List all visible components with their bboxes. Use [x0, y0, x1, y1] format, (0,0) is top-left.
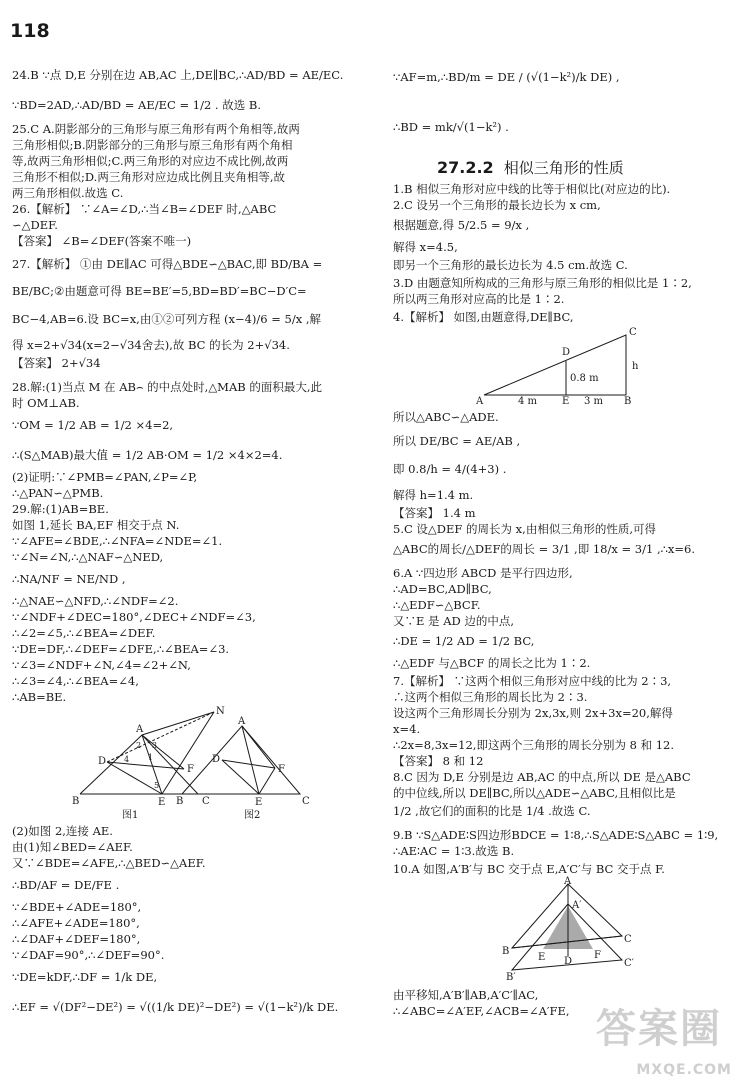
point-label: D	[212, 754, 221, 765]
text-line: 等,故两三角形相似;C.两三角形的对应边不成比例,故两	[12, 154, 289, 168]
point-label: A	[136, 724, 144, 735]
section-heading: 相似三角形的性质	[503, 159, 624, 177]
text-line: ∵DE=DF,∴∠DEF=∠DFE,∴∠BEA=∠3.	[12, 642, 230, 656]
text-line: 28.解:(1)当点 M 在 AB⌢ 的中点处时,△MAB 的面积最大,此	[12, 380, 323, 394]
text-line: 由平移知,A′B′∥AB,A′C′∥AC,	[393, 988, 539, 1002]
text-line: 所以 DE/BC = AE/AB ,	[393, 434, 521, 448]
text-line: 【答案】 ∠B=∠DEF(答案不唯一)	[12, 234, 192, 248]
text-line: 25.C A.阴影部分的三角形与原三角形有两个角相等,故两	[12, 122, 300, 136]
text-line: (2)如图 2,连接 AE.	[12, 824, 113, 838]
angle-label: 3	[152, 741, 158, 750]
point-label: B	[502, 946, 510, 957]
point-label: E	[255, 797, 263, 808]
text-line: ∴△PAN∽△PMB.	[12, 486, 104, 500]
text-line: 9.B ∵S△ADE∶S四边形BDCE = 1∶8,∴S△ADE∶S△ABC = 1∶9,	[393, 828, 719, 842]
point-label: F	[187, 764, 194, 775]
text-line: 两三角形相似.故选 C.	[12, 186, 124, 200]
text-line: 【答案】 8 和 12	[393, 754, 484, 768]
text-line: ∵∠DAF=90°,∴∠DEF=90°.	[12, 948, 165, 962]
text-line: ∴EF = √(DF²−DE²) = √((1/k DE)²−DE²) = √(1−k²)/k DE.	[12, 1000, 339, 1014]
text-line: 27.【解析】 ①由 DE∥AC 可得△BDE∽△BAC,即 BD/BA =	[12, 257, 323, 271]
text-line: 即 0.8/h = 4/(4+3) .	[393, 462, 507, 476]
point-label: E	[562, 396, 570, 407]
text-line: ∴△NAE∽△NFD,∴∠NDF=∠2.	[12, 594, 179, 608]
text-line: ∴∠3=∠4,∴∠BEA=∠4,	[12, 674, 139, 688]
text-line: 1.B 相似三角形对应中线的比等于相似比(对应边的比).	[393, 182, 671, 196]
text-line: ∴NA/NF = NE/ND ,	[12, 572, 126, 586]
text-line: ∵DE=kDF,∴DF = 1/k DE,	[12, 970, 158, 984]
point-label: D	[98, 756, 107, 767]
length-label: 3 m	[584, 396, 604, 407]
point-label: F	[278, 764, 285, 775]
text-line: ∴这两个相似三角形的周长比为 2∶3.	[393, 690, 588, 704]
text-line: 三角形不相似;D.两三角形对应边成比例且夹角相等,故	[12, 170, 285, 184]
point-label: C	[629, 327, 637, 338]
point-label: D	[564, 956, 573, 967]
text-line: 根据题意,得 5/2.5 = 9/x ,	[393, 218, 530, 232]
watermark-url: MXQE.COM	[636, 1062, 732, 1078]
text-line: 设这两个三角形周长分别为 2x,3x,则 2x+3x=20,解得	[393, 706, 673, 720]
page-number: 118	[10, 20, 50, 42]
figure-q4	[470, 325, 645, 407]
text-line: 7.【解析】 ∵这两个相似三角形对应中线的比为 2∶3,	[393, 674, 672, 688]
text-line: ∴△EDF∽△BCF.	[393, 598, 481, 612]
text-line: 3.D 由题意知所构成的三角形与原三角形的相似比是 1∶2,	[393, 276, 692, 290]
watermark-text: 答案圈	[596, 1006, 722, 1052]
text-line: 又∵∠BDE=∠AFE,∴△BED∽△AEF.	[12, 856, 206, 870]
text-line: ∴∠AFE+∠ADE=180°,	[12, 916, 140, 930]
point-label: A	[564, 876, 572, 887]
point-label: B	[624, 396, 632, 407]
text-line: 4.【解析】 如图,由题意得,DE∥BC,	[393, 310, 574, 324]
figure-caption: 图1	[122, 810, 139, 820]
point-label: A	[238, 716, 246, 727]
text-line: ∵∠3=∠NDF+∠N,∠4=∠2+∠N,	[12, 658, 191, 672]
text-line: 的中位线,所以 DE∥BC,所以△ADE∽△ABC,且相似比是	[393, 786, 676, 800]
text-line: 三角形相似;B.阴影部分的三角形与原三角形有两个角相	[12, 138, 293, 152]
text-line: BE/BC;②由题意可得 BE=BE′=5,BD=BD′=BC−D′C=	[12, 284, 307, 298]
text-line: 26.【解析】 ∵∠A=∠D,∴当∠B=∠DEF 时,△ABC	[12, 202, 277, 216]
angle-label: 4	[124, 755, 130, 764]
text-line: ∵∠AFE=∠BDE,∴∠NFA=∠NDE=∠1.	[12, 534, 223, 548]
text-line: 由(1)知∠BED=∠AEF.	[12, 840, 133, 854]
text-line: (2)证明:∵∠PMB=∠PAN,∠P=∠P,	[12, 470, 198, 484]
text-line: ∴AD=BC,AD∥BC,	[393, 582, 492, 596]
text-line: 解得 x=4.5,	[393, 240, 458, 254]
text-line: 解得 h=1.4 m.	[393, 488, 474, 502]
text-line: ∵∠NDF+∠DEC=180°,∠DEC+∠NDF=∠3,	[12, 610, 256, 624]
text-line: 1/2 ,故它们的面积的比是 1/4 .故选 C.	[393, 804, 591, 818]
text-line: BC−4,AB=6.设 BC=x,由①②可列方程 (x−4)/6 = 5/x ,解	[12, 312, 322, 326]
text-line: ∽△DEF.	[12, 218, 58, 232]
text-line: ∵AF=m,∴BD/m = DE / (√(1−k²)/k DE) ,	[393, 70, 620, 84]
text-line: 如图 1,延长 BA,EF 相交于点 N.	[12, 518, 180, 532]
text-line: ∵BD=2AD,∴AD/BD = AE/EC = 1/2 . 故选 B.	[12, 98, 261, 112]
angle-label: 1	[148, 753, 154, 762]
point-label: B	[72, 796, 80, 807]
text-line: 5.C 设△DEF 的周长为 x,由相似三角形的性质,可得	[393, 522, 656, 536]
section-number: 27.2.2	[437, 158, 494, 177]
text-line: ∴∠2=∠5,∴∠BEA=∠DEF.	[12, 626, 156, 640]
point-label: N	[216, 706, 225, 717]
text-line: 【答案】 2+√34	[12, 356, 101, 370]
text-line: ∵∠BDE+∠ADE=180°,	[12, 900, 142, 914]
text-line: 【答案】 1.4 m	[393, 506, 476, 520]
text-line: 所以两三角形对应高的比是 1∶2.	[393, 292, 565, 306]
point-label: C′	[624, 958, 634, 969]
text-line: 又∵E 是 AD 边的中点,	[393, 614, 515, 628]
figure-q10	[498, 876, 638, 986]
text-line: x=4.	[393, 722, 421, 736]
length-label: h	[632, 361, 639, 372]
angle-label: 5	[154, 781, 160, 790]
length-label: 0.8 m	[570, 373, 599, 384]
text-line: ∴BD/AF = DE/FE .	[12, 878, 120, 892]
point-label: B	[176, 796, 184, 807]
text-line: 29.解:(1)AB=BE.	[12, 502, 109, 516]
text-line: 即另一个三角形的最长边长为 4.5 cm.故选 C.	[393, 258, 628, 272]
text-line: 8.C 因为 D,E 分别是边 AB,AC 的中点,所以 DE 是△ABC	[393, 770, 691, 784]
text-line: ∴△EDF 与△BCF 的周长之比为 1∶2.	[393, 656, 591, 670]
figure-q29	[72, 702, 322, 820]
point-label: C	[202, 796, 210, 807]
text-line: ∴AB=BE.	[12, 690, 67, 704]
point-label: D	[562, 347, 571, 358]
text-line: 10.A 如图,A′B′与 BC 交于点 E,A′C′与 BC 交于点 F.	[393, 862, 665, 876]
text-line: ∴∠ABC=∠A′EF,∠ACB=∠A′FE,	[393, 1004, 570, 1018]
section-title	[437, 157, 624, 178]
figure-caption: 图2	[244, 810, 261, 820]
text-line: 所以△ABC∽△ADE.	[393, 410, 499, 424]
text-line: 24.B ∵点 D,E 分别在边 AB,AC 上,DE∥BC,∴AD/BD = AE/EC.	[12, 68, 344, 82]
point-label: A	[476, 396, 484, 407]
text-line: 2.C 设另一个三角形的最长边长为 x cm,	[393, 198, 601, 212]
point-label: E	[538, 952, 546, 963]
text-line: ∴∠DAF+∠DEF=180°,	[12, 932, 141, 946]
text-line: ∵OM = 1/2 AB = 1/2 ×4=2,	[12, 418, 174, 432]
text-line: ∴2x=8,3x=12,即这两个三角形的周长分别为 8 和 12.	[393, 738, 675, 752]
text-line: 得 x=2+√34(x=2−√34舍去),故 BC 的长为 2+√34.	[12, 338, 290, 352]
text-line: 时 OM⊥AB.	[12, 396, 80, 410]
text-line: △ABC的周长/△DEF的周长 = 3/1 ,即 18/x = 3/1 ,∴x=6.	[393, 542, 696, 556]
point-label: C	[624, 934, 632, 945]
text-line: 6.A ∵四边形 ABCD 是平行四边形,	[393, 566, 573, 580]
text-line: ∴AE∶AC = 1∶3.故选 B.	[393, 844, 515, 858]
point-label: C	[302, 796, 310, 807]
text-line: ∴BD = mk/√(1−k²) .	[393, 120, 509, 134]
text-line: ∴DE = 1/2 AD = 1/2 BC,	[393, 634, 535, 648]
point-label: A′	[572, 900, 582, 911]
angle-label: 2	[136, 741, 142, 750]
point-label: B′	[506, 972, 516, 983]
point-label: F	[594, 950, 601, 961]
text-line: ∴(S△MAB)最大值 = 1/2 AB·OM = 1/2 ×4×2=4.	[12, 448, 283, 462]
length-label: 4 m	[518, 396, 538, 407]
point-label: E	[158, 797, 166, 808]
text-line: ∵∠N=∠N,∴△NAF∽△NED,	[12, 550, 164, 564]
